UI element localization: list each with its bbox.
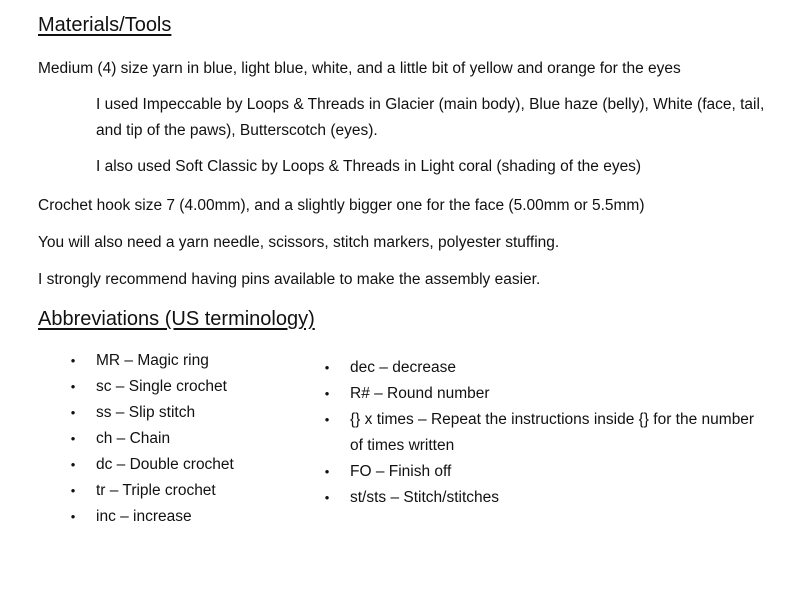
pins-line: I strongly recommend having pins available to make the assembly easier. xyxy=(38,271,541,288)
list-item xyxy=(320,355,770,381)
abbreviation-text: ch – Chain xyxy=(96,430,171,447)
abbreviations-heading: Abbreviations (US terminology) xyxy=(38,308,315,330)
bullet-icon: • xyxy=(70,509,76,524)
abbreviation-text: tr – Triple crochet xyxy=(96,482,216,499)
list-item xyxy=(320,381,770,407)
abbreviation-text: dec – decrease xyxy=(350,359,456,376)
list-item xyxy=(66,504,316,530)
soft-classic-line: I also used Soft Classic by Loops & Threads in Light coral (shading of the eyes) xyxy=(96,158,642,175)
hook-line: Crochet hook size 7 (4.00mm), and a slightly bigger one for the face (5.00mm or 5.5mm) xyxy=(38,197,645,214)
needle-line: You will also need a yarn needle, scissors, stitch markers, polyester stuffing. xyxy=(38,234,560,251)
abbreviations-list-left xyxy=(66,348,316,530)
bullet-icon: • xyxy=(324,412,330,427)
list-item xyxy=(66,426,316,452)
abbreviation-text: dc – Double crochet xyxy=(96,456,234,473)
list-item xyxy=(66,452,316,478)
abbreviation-text: R# – Round number xyxy=(350,385,490,402)
bullet-icon: • xyxy=(324,490,330,505)
bullet-icon: • xyxy=(324,360,330,375)
bullet-icon: • xyxy=(70,483,76,498)
list-item xyxy=(66,400,316,426)
abbreviation-text: inc – increase xyxy=(96,508,192,525)
abbreviation-text: ss – Slip stitch xyxy=(96,404,196,421)
yarn-line: Medium (4) size yarn in blue, light blue, white, and a little bit of yellow and orange for the eyes xyxy=(38,60,681,77)
list-item xyxy=(66,374,316,400)
bullet-icon: • xyxy=(70,405,76,420)
bullet-icon: • xyxy=(70,457,76,472)
abbreviation-text: MR – Magic ring xyxy=(96,352,209,369)
impeccable-line: I used Impeccable by Loops & Threads in Glacier (main body), Blue haze (belly), White (face, tail, and tip of the paws), Butterscotch (eyes). xyxy=(96,96,765,139)
bullet-icon: • xyxy=(70,353,76,368)
abbreviations-list-right xyxy=(320,355,770,511)
list-item xyxy=(320,407,770,459)
bullet-icon: • xyxy=(70,431,76,446)
abbreviation-text: {} x times – Repeat the instructions inside {} for the number of times written xyxy=(350,411,755,454)
list-item xyxy=(66,348,316,374)
bullet-icon: • xyxy=(324,464,330,479)
list-item xyxy=(66,478,316,504)
materials-heading: Materials/Tools xyxy=(38,14,172,36)
abbreviation-text: sc – Single crochet xyxy=(96,378,227,395)
abbreviation-text: st/sts – Stitch/stitches xyxy=(350,489,500,506)
bullet-icon: • xyxy=(70,379,76,394)
list-item xyxy=(320,485,770,511)
list-item xyxy=(320,459,770,485)
bullet-icon: • xyxy=(324,386,330,401)
abbreviation-text: FO – Finish off xyxy=(350,463,452,480)
